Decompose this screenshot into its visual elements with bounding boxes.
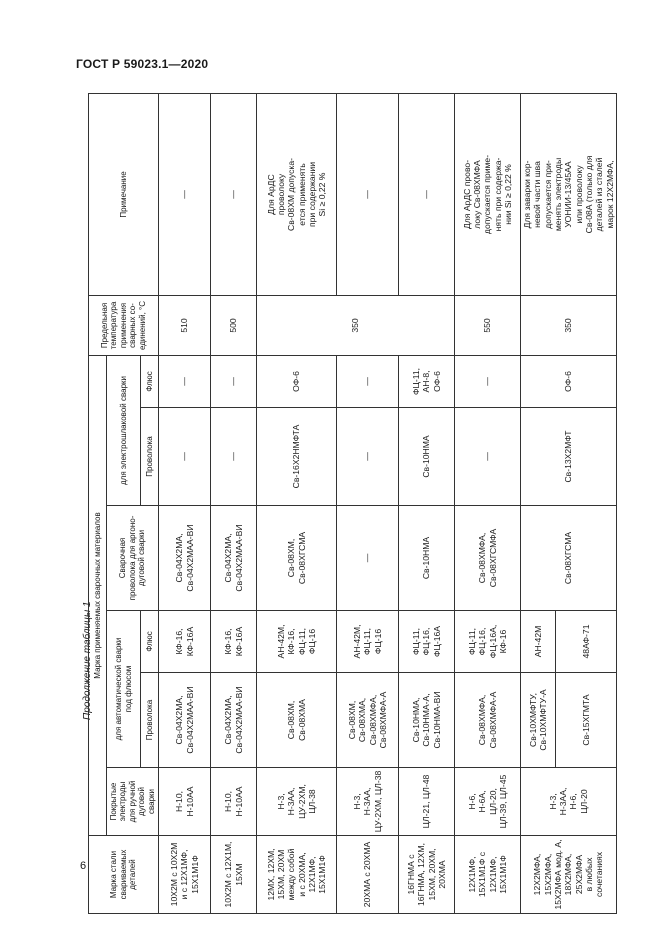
header-argon-wire: Сварочная проволока для аргоно- дуговой сварки [107, 506, 159, 611]
cell-note: — [399, 93, 455, 295]
cell-es-wire: Св-16Х2НМФТА [257, 408, 337, 506]
cell-es-flux: ФЦ-11, АН-8, ОФ-6 [399, 355, 455, 407]
cell-electrodes: ЦЛ-21, ЦЛ-48 [399, 768, 455, 836]
cell-electrodes: Н-3, Н-3АА, Н-6, ЦЛ-20 [521, 768, 617, 836]
table-row [455, 93, 521, 913]
cell-electrodes: Н-6, Н-6А, ЦЛ-20, ЦЛ-39, ЦЛ-45 [455, 768, 521, 836]
table-row [337, 93, 399, 913]
page-number: 6 [80, 860, 87, 872]
header-note: Примечание [89, 93, 159, 295]
cell-es-flux: ОФ-6 [521, 355, 617, 407]
header-auto-flux: Флюс [141, 611, 159, 673]
welding-materials-table [88, 93, 617, 914]
cell-es-wire: — [159, 408, 211, 506]
table-row [399, 93, 455, 913]
cell-argon-wire: Св-08ХМ, Св-08ХГСМА [257, 506, 337, 611]
cell-auto-wire: Св-15ХГМТА [555, 673, 616, 768]
cell-electrodes: Н-3, Н-3АА, ЦУ-2ХМ, ЦЛ-38 [337, 768, 399, 836]
cell-es-flux: — [455, 355, 521, 407]
table-row [257, 93, 337, 913]
cell-steel: 20ХМА с 20ХМА [337, 836, 399, 914]
cell-steel: 12Х1МФ, 15Х1М1Ф с 12Х1МФ, 15Х1М1Ф [455, 836, 521, 914]
cell-electrodes: Н-10, Н-10АА [211, 768, 257, 836]
cell-steel: 12МХ, 12ХМ, 15ХМ, 20ХМ между собой и с 20ХМА, 12Х1МФ, 15Х1М1Ф [257, 836, 337, 914]
cell-auto-flux: ФЦ-11, ФЦ-16, ФЦ-16А, КФ-16 [455, 611, 521, 673]
cell-temperature: 350 [521, 295, 617, 355]
cell-auto-flux: АН-42М, ФЦ-11, ФЦ-16 [337, 611, 399, 673]
cell-note: — [337, 93, 399, 295]
cell-note: — [159, 93, 211, 295]
cell-es-wire: Св-10НМА [399, 408, 455, 506]
cell-argon-wire: Св-04Х2МА, Св-04Х2МАА-ВИ [159, 506, 211, 611]
cell-temperature: 510 [159, 295, 211, 355]
cell-es-wire: Св-13Х2МФТ [521, 408, 617, 506]
header-steel: Марка стали свариваемых деталей [89, 836, 159, 914]
header-auto-welding: для автоматической сварки под флюсом [107, 611, 141, 768]
header-es-wire: Проволока [141, 408, 159, 506]
cell-es-flux: ОФ-6 [257, 355, 337, 407]
cell-es-wire: — [337, 408, 399, 506]
cell-es-wire: — [211, 408, 257, 506]
cell-auto-wire: Св-08ХМ, Св-08ХМА [257, 673, 337, 768]
table-row [159, 93, 211, 913]
cell-argon-wire: Св-10НМА [399, 506, 455, 611]
document-title: ГОСТ Р 59023.1—2020 [76, 57, 209, 71]
cell-note: Для АрДС проволоку Св-08ХМ допуска- ется применять при содержании Si ≥ 0,22 % [257, 93, 337, 295]
cell-es-wire: — [455, 408, 521, 506]
table-row [211, 93, 257, 913]
rotated-table-container [88, 94, 615, 914]
cell-temperature-merged: 350 [257, 295, 455, 355]
cell-es-flux: — [211, 355, 257, 407]
header-auto-wire: Проволока [141, 673, 159, 768]
cell-auto-flux: КФ-16, КФ-16А [211, 611, 257, 673]
cell-steel: 16ГНМА с 16ГНМА, 12ХМ, 15ХМ, 20ХМ, 20ХМА [399, 836, 455, 914]
cell-argon-wire: — [337, 506, 399, 611]
cell-argon-wire: Св-08ХМФА, Св-08ХГСМФА [455, 506, 521, 611]
cell-electrodes: Н-3, Н-3АА, ЦУ-2ХМ, ЦЛ-38 [257, 768, 337, 836]
cell-temperature: 550 [455, 295, 521, 355]
cell-steel: 10Х2М с 10Х2М и с 12Х1МФ, 15Х1М1Ф [159, 836, 211, 914]
cell-temperature: 500 [211, 295, 257, 355]
cell-auto-flux: АН-42М, КФ-16, ФЦ-11, ФЦ-16 [257, 611, 337, 673]
cell-auto-wire: Св-10ХМФТУ, Св-10ХМФТУ-А [521, 673, 556, 768]
cell-auto-wire: Св-04Х2МА, Св-04Х2МАА-ВИ [159, 673, 211, 768]
cell-argon-wire: Св-04Х2МА, Св-04Х2МАА-ВИ [211, 506, 257, 611]
cell-note: Для АрДС прово- локу Св-08ХМФА допускается приме- нять при содержа- нии Si ≥ 0,22 % [455, 93, 521, 295]
header-es-flux: Флюс [141, 355, 159, 407]
cell-auto-flux: 48АФ-71 [555, 611, 616, 673]
cell-auto-wire: Св-08ХМФА, Св-08ХМФА-А [455, 673, 521, 768]
cell-argon-wire: Св-08ХГСМА [521, 506, 617, 611]
cell-auto-wire: Св-10НМА, Св-10НМА-А, Св-10НМА-ВИ [399, 673, 455, 768]
cell-es-flux: — [337, 355, 399, 407]
header-materials-group: Марка применяемых сварочных материалов [89, 355, 107, 835]
cell-electrodes: Н-10, Н-10АА [159, 768, 211, 836]
cell-auto-flux: АН-42М [521, 611, 556, 673]
cell-note: — [211, 93, 257, 295]
cell-auto-wire: Св-04Х2МА, Св-04Х2МАА-ВИ [211, 673, 257, 768]
table-row [521, 93, 556, 913]
cell-auto-flux: КФ-16, КФ-16А [159, 611, 211, 673]
header-temperature: Предельная температура применения сварных со- единений, °С [89, 295, 159, 355]
cell-auto-flux: ФЦ-11, ФЦ-16, ФЦ-16А [399, 611, 455, 673]
cell-es-flux: — [159, 355, 211, 407]
header-electrodes: Покрытые электроды для ручной дуговой сварки [107, 768, 159, 836]
cell-note: Для заварки кор- невой части шва допускается при- менять электроды УОНИИ-13/45АА или проволоку Св-08А (только для деталей из сталей марок 12Х2МФА, [521, 93, 617, 295]
cell-steel: 10Х2М с 12Х1М, 15ХМ [211, 836, 257, 914]
header-electroslag: для электрошлаковой сварки [107, 355, 141, 505]
cell-auto-wire: Св-08ХМ, Св-08ХМА, Св-08ХМФА, Св-08ХМФА-А [337, 673, 399, 768]
cell-steel: 12Х2МФА, 15Х2МФА, 15Х2МФА мод. А, 18Х2МФА, 25Х2МФА в любых сочетаниях [521, 836, 617, 914]
table-continuation-caption: Продолжение таблицы 1 [82, 601, 93, 720]
